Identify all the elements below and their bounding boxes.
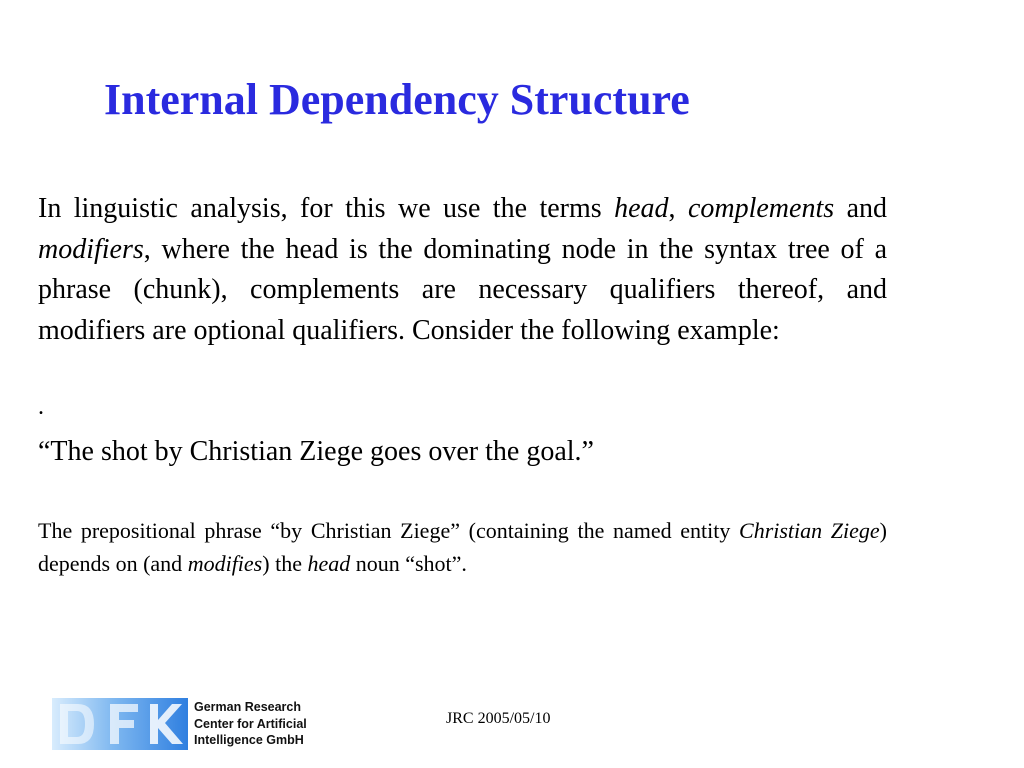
- intro-paragraph: [38, 189, 887, 351]
- dfki-logo: [52, 698, 342, 750]
- explain-text-1: The prepositional phrase “by Christian Ziege” (containing the named entity: [38, 518, 740, 543]
- slide-title: Internal Dependency Structure: [104, 75, 690, 124]
- explanation-paragraph: [38, 514, 887, 580]
- explain-text-4: noun “shot”.: [350, 551, 467, 576]
- named-entity: Christian Ziege: [739, 518, 880, 543]
- example-sentence: “The shot by Christian Ziege goes over the goal.”: [38, 436, 594, 467]
- footer-date: JRC 2005/05/10: [446, 710, 551, 727]
- intro-text-1: In linguistic analysis, for this we use the terms: [38, 193, 615, 224]
- term-head-2: head: [307, 551, 351, 576]
- org-line-2: Center for Artificial: [194, 716, 307, 731]
- term-modifies: modifies: [187, 551, 263, 576]
- term-head: head: [614, 193, 669, 224]
- intro-text-3: and: [834, 193, 887, 224]
- stray-dot: .: [38, 394, 44, 420]
- intro-text-5: Consider the following example:: [412, 314, 780, 346]
- intro-text-4: , where the head is the dominating node in the syntax tree of a phrase (chunk), complements are necessary qualifiers thereof, and modifiers are optional qualifiers.: [38, 233, 887, 346]
- org-line-1: German Research: [194, 700, 302, 714]
- explain-text-2: ) depends on (and: [38, 518, 887, 576]
- term-complements: complements: [687, 193, 835, 224]
- explain-text-3: ) the: [262, 551, 308, 576]
- org-line-3: Intelligence GmbH: [194, 733, 304, 747]
- intro-text-2: ,: [668, 193, 688, 224]
- term-modifiers: modifiers: [38, 233, 144, 265]
- dfki-logo-text: [194, 699, 307, 749]
- dfki-logo-mark: [52, 698, 188, 750]
